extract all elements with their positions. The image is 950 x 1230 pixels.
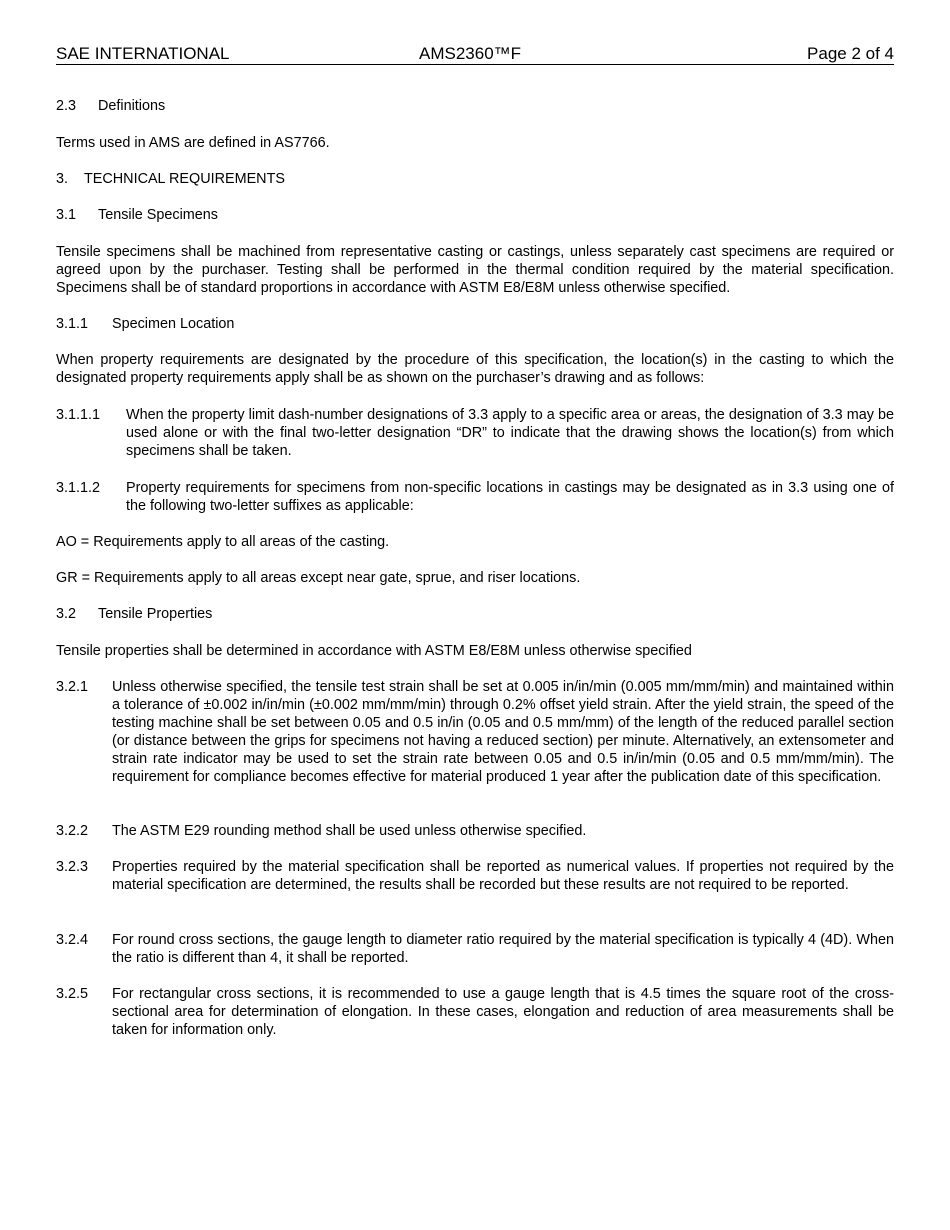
clause-text: For round cross sections, the gauge length to diameter ratio required by the material specification is typically 4 (4D). When the ratio is different than 4, it shall be reported. [112,932,894,966]
clause-text: Unless otherwise specified, the tensile test strain shall be set at 0.005 in/in/min (0.005 mm/mm/min) and maintained within a tolerance of ±0.002 in/in/min (±0.002 mm/mm/min) through 0.2% offset yield strain. After the yield strain, the speed of the testing machine shall be set between 0.05 and 0.5 in/in (0.05 and 0.5 mm/mm) of the length of the reduced parallel section (or distance between the grips for specimens not having a reduced section) per minute. Alternatively, an extensometer and strain rate indicator may be used to set the strain rate between 0.05 and 0.5 in/in/min (0.05 and 0.5 mm/mm/min). The requirement for compliance becomes effective for material produced 1 year after the publication date of this specification. [112,679,894,785]
clause-text: Property requirements for specimens from non-specific locations in castings may be designated as in 3.3 using one of the following two-letter suffixes as applicable: [126,480,894,514]
section-title: TECHNICAL REQUIREMENTS [84,171,285,187]
clause-number: 3.2.4 [56,932,89,948]
clause-number: 3.2.5 [56,986,89,1002]
suffix-ao: AO = Requirements apply to all areas of the casting. [56,534,390,550]
header-organization: SAE INTERNATIONAL [56,44,230,63]
clause-number: 3.2.2 [56,823,89,839]
clause-text: For rectangular cross sections, it is recommended to use a gauge length that is 4.5 times the square root of the cross-sectional area for determination of elongation. In these cases, elongation and reduction of area measurements shall be taken for information only. [112,986,894,1038]
section-number: 3. [56,171,69,187]
heading-3-2 [56,605,894,623]
heading-3-1-1 [56,315,894,333]
page-header [56,44,894,65]
section-title: Tensile Properties [98,606,213,622]
section-title: Definitions [98,98,166,114]
section-title: Tensile Specimens [98,207,218,223]
clause-number: 3.1.1.2 [56,480,101,496]
paragraph-3-1-1: When property requirements are designated by the procedure of this specification, the location(s) in the casting to which the designated property requirements apply shall be as shown on the purchaser’s drawing and as follows: [56,352,894,386]
header-document-id: AMS2360™F [419,44,522,63]
heading-3 [56,170,894,188]
paragraph-2-3: Terms used in AMS are defined in AS7766. [56,135,330,151]
clause-number: 3.2.1 [56,679,89,695]
clause-text: When the property limit dash-number designations of 3.3 apply to a specific area or areas, the designation of 3.3 may be used alone or with the final two-letter designation “DR” to indicate that the drawing shows the location(s) from which specimens shall be taken. [126,407,894,459]
paragraph-3-2: Tensile properties shall be determined in accordance with ASTM E8/E8M unless otherwise specified [56,643,692,659]
clause-number: 3.2.3 [56,859,89,875]
heading-2-3 [56,97,894,115]
clause-text: The ASTM E29 rounding method shall be used unless otherwise specified. [112,823,587,839]
clause-text: Properties required by the material specification shall be reported as numerical values. If properties not required by the material specification are determined, the results shall be recorded but these results are not required to be reported. [112,859,894,893]
section-number: 3.1 [56,207,77,223]
section-title: Specimen Location [112,316,235,332]
section-number: 3.1.1 [56,316,89,332]
clause-number: 3.1.1.1 [56,407,101,423]
heading-3-1 [56,206,894,224]
header-page-number: Page 2 of 4 [807,44,894,63]
section-number: 3.2 [56,606,77,622]
paragraph-3-1: Tensile specimens shall be machined from representative casting or castings, unless separately cast specimens are required or agreed upon by the purchaser. Testing shall be performed in the thermal condition required by the material specification. Specimens shall be of standard proportions in accordance with ASTM E8/E8M unless otherwise specified. [56,244,894,296]
section-number: 2.3 [56,98,77,114]
suffix-gr: GR = Requirements apply to all areas except near gate, sprue, and riser locations. [56,570,581,586]
